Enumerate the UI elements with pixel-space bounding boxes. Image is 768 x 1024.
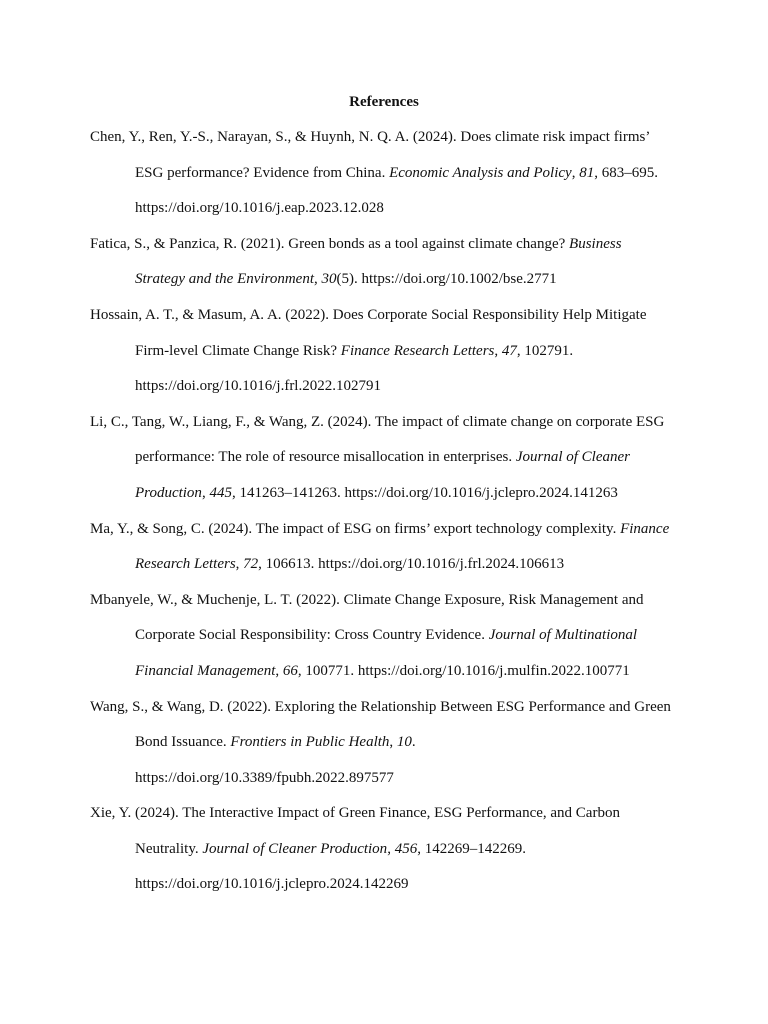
italic-text: 47 (501, 342, 517, 359)
reference-line (90, 334, 680, 370)
reference-line (90, 796, 680, 832)
reference-entry (90, 227, 680, 298)
italic-text: Business (569, 235, 622, 252)
reference-text: , (201, 484, 210, 501)
italic-text: 66 (282, 662, 298, 679)
reference-text: Chen, Y., Ren, Y.-S., Narayan, S., & Huynh, N. Q. A. (2024). Does climate risk impact firms’ (90, 129, 651, 145)
reference-text: , 100771. https://doi.org/10.1016/j.mulfin.2022.100771 (297, 662, 630, 679)
reference-entry (90, 120, 680, 227)
italic-text: Production (135, 484, 202, 501)
reference-entry (90, 690, 680, 797)
reference-text: Neutrality. (135, 840, 203, 857)
reference-text: performance: The role of resource misallocation in enterprises. (135, 449, 516, 466)
reference-text: Hossain, A. T., & Masum, A. A. (2022). Does Corporate Social Responsibility Help Mitigate (90, 306, 647, 323)
reference-text: Xie, Y. (2024). The Interactive Impact of Green Finance, ESG Performance, and Carbon (90, 805, 620, 822)
reference-text: https://doi.org/10.1016/j.frl.2022.102791 (135, 378, 381, 395)
italic-text: 30 (321, 271, 337, 288)
reference-line (90, 547, 680, 583)
reference-text: , 683–695. (594, 164, 658, 181)
reference-line (90, 120, 680, 156)
reference-line (90, 156, 680, 192)
italic-text: Frontiers in Public Health (230, 734, 390, 751)
reference-text: Ma, Y., & Song, C. (2024). The impact of ESG on firms’ export technology complexity. (90, 520, 621, 537)
reference-text: Mbanyele, W., & Muchenje, L. T. (2022). Climate Change Exposure, Risk Management and (90, 591, 644, 608)
reference-line (90, 761, 680, 797)
reference-text: Firm-level Climate Change Risk? (135, 342, 341, 359)
italic-text: 81 (579, 164, 595, 181)
reference-line (90, 298, 680, 334)
reference-text: , (389, 734, 397, 751)
reference-text: , (494, 342, 502, 359)
reference-line (90, 867, 680, 903)
reference-text: https://doi.org/10.3389/fpubh.2022.897577 (135, 769, 394, 786)
reference-text: (5). https://doi.org/10.1002/bse.2771 (336, 271, 557, 288)
reference-text: , 106613. https://doi.org/10.1016/j.frl.2024.106613 (258, 556, 565, 573)
italic-text: Journal of Cleaner Production (202, 840, 388, 857)
reference-text: Fatica, S., & Panzica, R. (2021). Green bonds as a tool against climate change? (90, 235, 570, 252)
italic-text: 72 (243, 556, 259, 573)
reference-text: , 142269–142269. (417, 840, 526, 857)
reference-line (90, 227, 680, 263)
italic-text: 456 (394, 840, 418, 857)
reference-entry (90, 583, 680, 690)
reference-entry (90, 298, 680, 405)
italic-text: Journal of Cleaner (515, 449, 630, 466)
italic-text: Journal of Multinational (488, 627, 638, 644)
reference-text: Corporate Social Responsibility: Cross Country Evidence. (135, 627, 489, 644)
reference-text: https://doi.org/10.1016/j.eap.2023.12.028 (135, 200, 384, 217)
reference-text: Li, C., Tang, W., Liang, F., & Wang, Z. (2024). The impact of climate change on corporate ESG (90, 413, 665, 430)
italic-text: Strategy and the Environment (135, 271, 314, 288)
reference-text: https://doi.org/10.1016/j.jclepro.2024.142269 (135, 876, 409, 893)
reference-line (90, 440, 680, 476)
reference-entry (90, 512, 680, 583)
page-title: References (349, 94, 419, 110)
reference-list (90, 120, 680, 903)
italic-text: Finance Research Letters (340, 342, 495, 359)
reference-line (90, 690, 680, 726)
reference-entry (90, 405, 680, 512)
reference-text: , (314, 271, 322, 288)
reference-line (90, 262, 680, 298)
reference-line (90, 191, 680, 227)
italic-text: 445 (209, 484, 232, 501)
reference-line (90, 725, 680, 761)
reference-entry (90, 796, 680, 903)
italic-text: Economic Analysis and Policy (389, 164, 572, 181)
reference-text: ESG performance? Evidence from China. (135, 164, 390, 181)
reference-line (90, 512, 680, 548)
reference-text: , (387, 840, 395, 857)
italic-text: Financial Management (135, 662, 276, 679)
reference-text: , (571, 164, 580, 181)
reference-line (90, 369, 680, 405)
reference-text: , 102791. (516, 342, 574, 359)
reference-text: Wang, S., & Wang, D. (2022). Exploring the Relationship Between ESG Performance and Green (90, 698, 671, 715)
reference-line (90, 476, 680, 512)
reference-text: . (411, 734, 416, 751)
reference-line (90, 583, 680, 619)
reference-line (90, 832, 680, 868)
reference-line (90, 618, 680, 654)
reference-line (90, 405, 680, 441)
italic-text: Research Letters (135, 556, 236, 573)
italic-text: Finance (620, 520, 670, 537)
reference-text: , (275, 662, 283, 679)
reference-text: , 141263–141263. https://doi.org/10.1016/j.jclepro.2024.141263 (231, 484, 618, 501)
reference-text: Bond Issuance. (135, 734, 231, 751)
italic-text: 10 (396, 734, 412, 751)
reference-line (90, 654, 680, 690)
reference-text: , (235, 556, 244, 573)
